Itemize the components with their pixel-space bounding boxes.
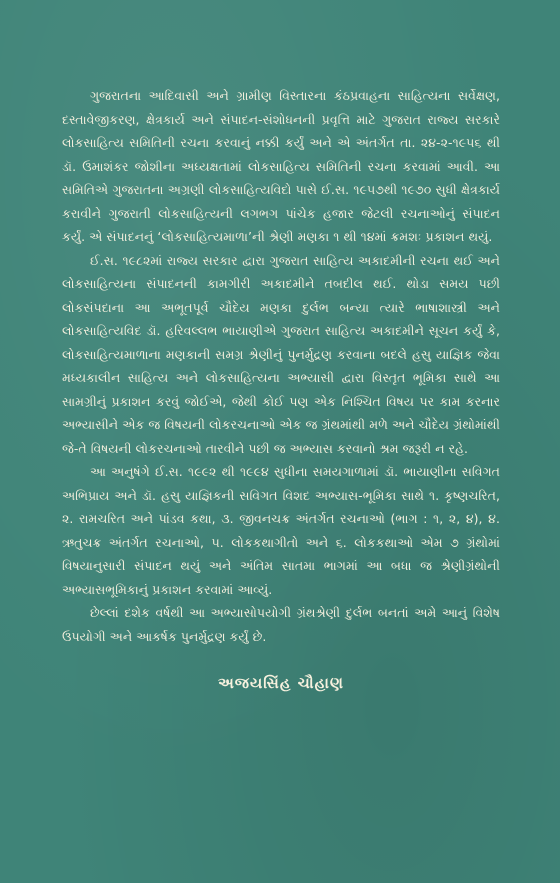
author-signature: અજયસિંહ ચૌહાણ: [217, 674, 344, 692]
paragraph-series: આ અનુષંગે ઈ.સ. ૧૯૯૨ થી ૧૯૯૪ સુધીના સમયગાળામાં ડૉ. ભાયાણીના સવિગત અભિપ્રાય અને ડૉ. હસુ યાજ્ઞિકની સવિગત વિશદ અભ્યાસ-ભૂમિકા સાથે ૧. કૃષ્ણચરિત, ૨. રામચરિત અને પાંડવ કથા, ૩. જીવનચક્ર અંતર્ગત રચનાઓ (ભાગ : ૧, ૨, ૪), ૪. ઋતુચક્ર અંતર્ગત રચનાઓ, ૫. લોકકથાગીતો અને ૬. લોકકથાઓ એમ ૭ ગ્રંથોમાં વિષયાનુસારી સંપાદન થયું અને અંતિમ સાતમા ભાગમાં આ બધા જ શ્રેણીગ્રંથોની અભ્યાસભૂમિકાનું પ્રકાશન કરવામાં આવ્યું.: [62, 464, 500, 597]
paragraph-academy: ઈ.સ. ૧૯૮૨માં રાજ્ય સરકાર દ્વારા ગુજરાત સાહિત્ય અકાદમીની રચના થઈ અને લોકસાહિત્યના સંપાદનની કામગીરી અકાદમીને તબદીલ થઈ. થોડા સમય પછી લોકસંપદાના આ અભૂતપૂર્વ ચૌદેય મણકા દુર્લભ બન્યા ત્યારે ભાષાશાસ્ત્રી અને લોકસાહિત્યવિદ ડૉ. હરિવલ્લભ ભાયાણીએ ગુજરાત સાહિત્ય અકાદમીને સૂચન કર્યું કે, લોકસાહિત્યમાળાના મણકાની સમગ્ર શ્રેણીનું પુનર્મુદ્રણ કરવાના બદલે હસુ યાજ્ઞિક જેવા મધ્યકાલીન સાહિત્ય અને લોકસાહિત્યના અભ્યાસી દ્વારા વિસ્તૃત ભૂમિકા સાથે આ સામગ્રીનું પ્રકાશન કરવું જોઈએ, જેથી કોઈ પણ એક નિશ્ચિત વિષય પર કામ કરનાર અભ્યાસીને એક જ વિષયની લોકરચનાઓ એક જ ગ્રંથમાંથી મળે અને ચૌદેય ગ્રંથોમાંથી જે-તે વિષયની લોકરચનાઓ તારવીને પછી જ અભ્યાસ કરવાનો શ્રમ જરૂરી ન રહે.: [62, 252, 500, 456]
paragraph-reprint: છેલ્લાં દશેક વર્ષથી આ અભ્યાસોપયોગી ગ્રંથશ્રેણી દુર્લભ બનતાં અમે આનું વિશેષ ઉપયોગી અને આકર્ષક પુનર્મુદ્રણ કર્યું છે.: [62, 605, 500, 644]
publisher-note: [62, 84, 500, 648]
paragraph-history: ગુજરાતના આદિવાસી અને ગ્રામીણ વિસ્તારના કંઠપ્રવાહના સાહિત્યના સર્વેક્ષણ, દસ્તાવેજીકરણ, ક્ષેત્રકાર્ય અને સંપાદન-સંશોધનની પ્રવૃત્તિ માટે ગુજરાત રાજ્ય સરકારે લોકસાહિત્ય સમિતિની રચના કરવાનું નક્કી કર્યું અને એ અંતર્ગત તા. ૨૪-૨-૧૯૫૬ થી ડૉ. ઉમાશંકર જોશીના અધ્યક્ષતામાં લોકસાહિત્ય સમિતિની રચના કરવામાં આવી. આ સમિતિએ ગુજરાતના અગ્રણી લોકસાહિત્યવિદો પાસે ઈ.સ. ૧૯૫૭થી ૧૯૭૦ સુધી ક્ષેત્રકાર્ય કરાવીને ગુજરાતી લોકસાહિત્યની લગભગ પાંચેક હજાર જેટલી રચનાઓનું સંપાદન કર્યું. એ સંપાદનનું ‘લોકસાહિત્યમાળા’ની શ્રેણી મણકા ૧ થી ૧૪માં ક્રમશઃ પ્રકાશન થયું.: [62, 88, 500, 244]
